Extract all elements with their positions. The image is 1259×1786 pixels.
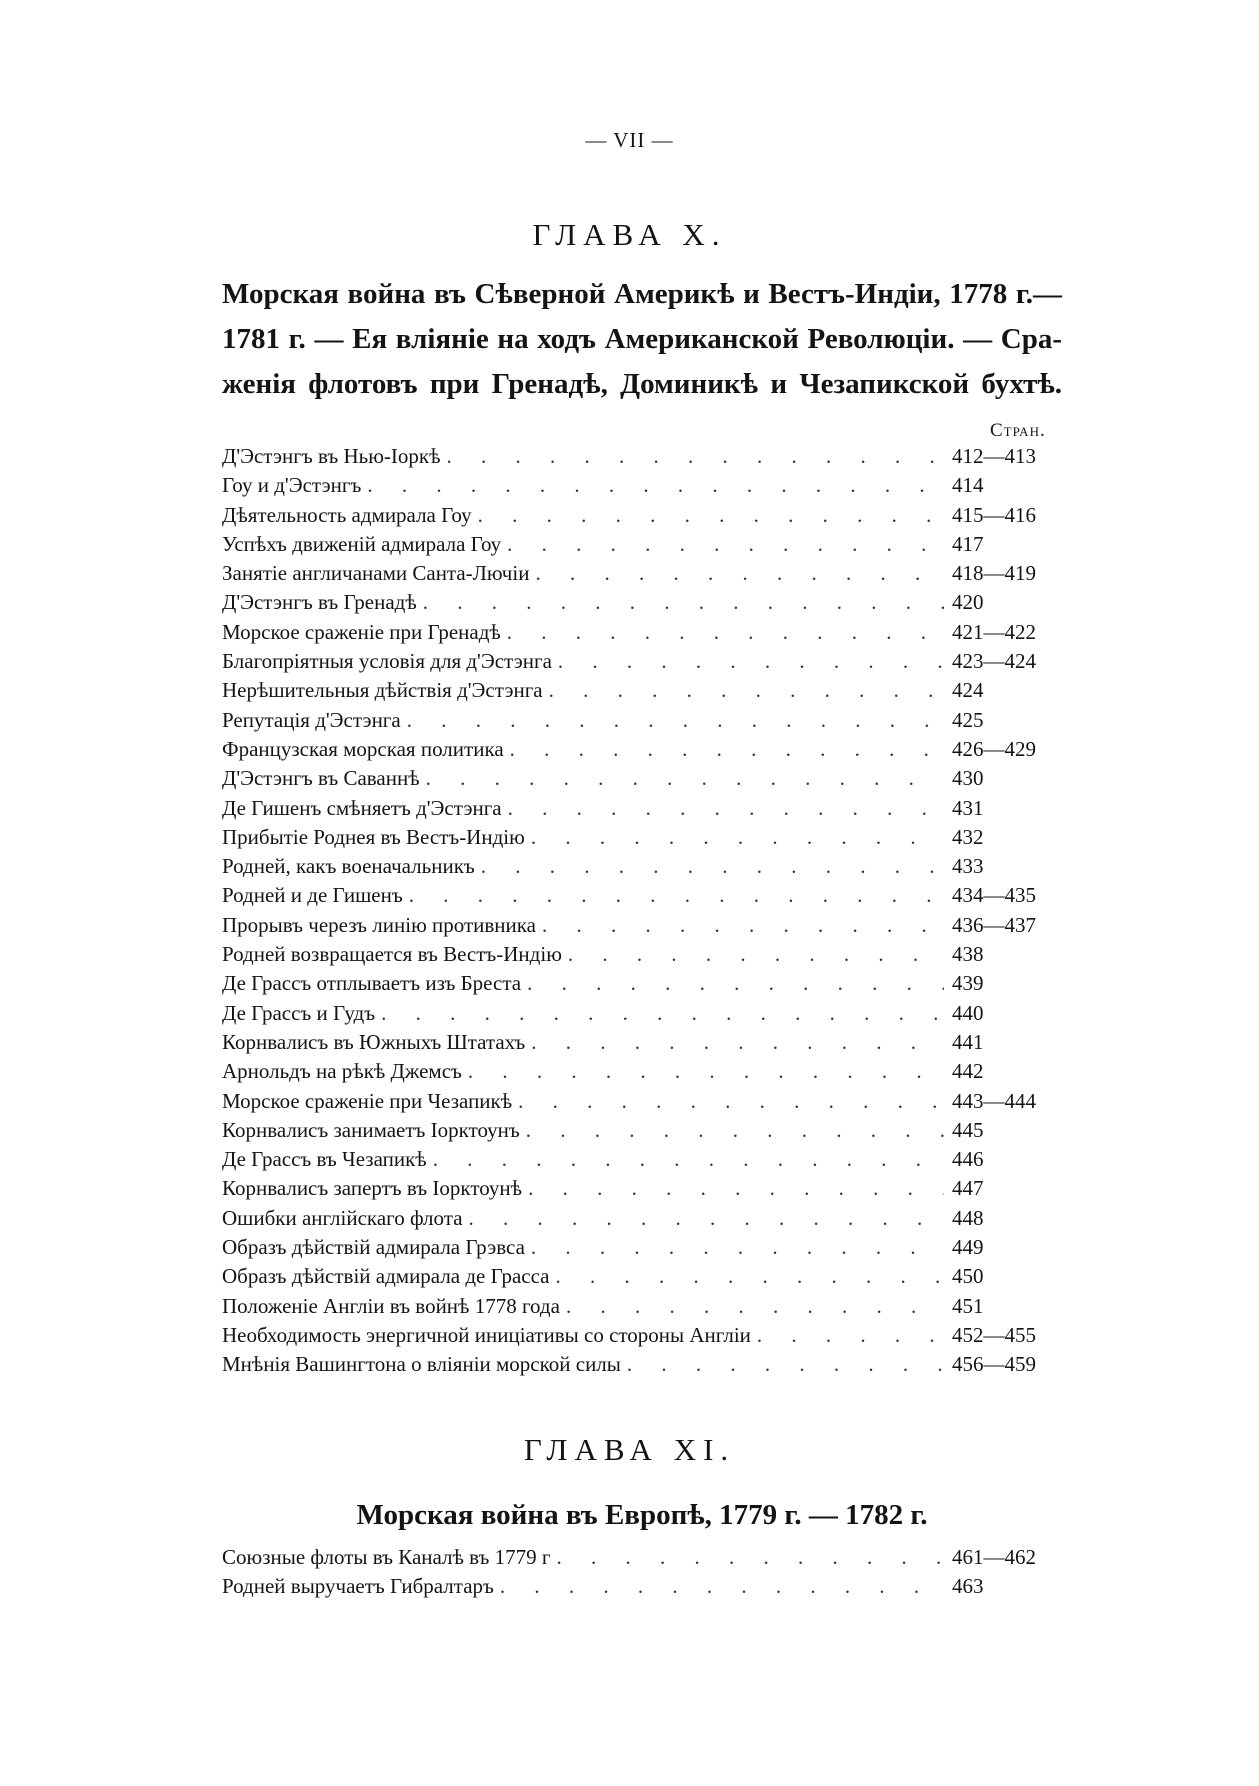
toc-entry-label: Корнвалисъ запертъ въ Іорктоунѣ	[222, 1176, 523, 1201]
toc-entry-page: 445	[952, 1117, 984, 1142]
toc-entry-page: 451	[952, 1293, 984, 1318]
dot-leader	[426, 766, 944, 791]
toc-entry	[222, 1206, 1062, 1235]
toc-entry-page: 452—455	[952, 1322, 1036, 1347]
toc-entry-label: Морское сраженіе при Чезапикѣ	[222, 1088, 513, 1113]
dot-leader	[526, 1118, 944, 1143]
toc-entry	[222, 708, 1062, 737]
toc-entry	[222, 649, 1062, 678]
toc-entry-label: Де Грассъ и Гудъ	[222, 1000, 376, 1025]
toc-entry-label: Дѣятельность адмирала Гоу	[222, 502, 472, 527]
dot-leader	[528, 1176, 944, 1201]
toc-entry-page: 420	[952, 590, 984, 615]
toc-entry-page: 418—419	[952, 561, 1036, 586]
toc-entry-page: 442	[952, 1059, 984, 1084]
dot-leader	[381, 1001, 944, 1026]
toc-entry-label: Необходимость энергичной иниціативы со стороны Англіи	[222, 1322, 751, 1347]
toc-entry	[222, 1264, 1062, 1293]
toc-entry-label: Ошибки англійскаго флота	[222, 1205, 463, 1230]
toc-entry-page: 447	[952, 1176, 984, 1201]
toc-entry-page: 456—459	[952, 1352, 1036, 1377]
toc-entry	[222, 532, 1062, 561]
toc-entry-label: Образъ дѣйствій адмирала Грэвса	[222, 1235, 525, 1260]
toc-entry-page: 424	[952, 678, 984, 703]
toc-entry	[222, 942, 1062, 971]
toc-entry	[222, 1323, 1062, 1352]
chapter-x-title-line: 1781 г. — Ея вліяніе на ходъ Американской Революціи. — Сра-	[222, 323, 1062, 355]
toc-entry-label: Успѣхъ движеній адмирала Гоу	[222, 531, 502, 556]
toc-entry-page: 421—422	[952, 619, 1036, 644]
chapter-x-title-line: Морская война въ Сѣверной Америкѣ и Вестъ-Индіи, 1778 г.—	[222, 278, 1062, 310]
chapter-x-title-line: женія флотовъ при Гренадѣ, Доминикѣ и Чезапикской бухтѣ.	[222, 368, 1062, 400]
toc-entry	[222, 1030, 1062, 1059]
dot-leader	[409, 883, 944, 908]
toc-entry	[222, 678, 1062, 707]
chapter-xi-title-line: Морская война въ Европѣ, 1779 г. — 1782 г.	[356, 1499, 928, 1531]
toc-entry-page: 440	[952, 1000, 984, 1025]
toc-entry-label: Корнвалисъ занимаетъ Іорктоунъ	[222, 1117, 520, 1142]
toc-entry-page: 412—413	[952, 444, 1036, 468]
dot-leader	[433, 1147, 944, 1172]
dot-leader	[531, 1030, 944, 1055]
toc-entry-label: Родней и де Гишенъ	[222, 883, 403, 908]
toc-entry	[222, 1545, 1062, 1574]
dot-leader	[549, 678, 944, 703]
dot-leader	[468, 1059, 944, 1084]
toc-entry	[222, 1059, 1062, 1088]
dot-leader	[500, 1574, 944, 1599]
toc-entry-page: 431	[952, 795, 984, 820]
toc-entry-label: Корнвалисъ въ Южныхъ Штатахъ	[222, 1029, 526, 1054]
toc-entry	[222, 444, 1062, 473]
dot-leader	[557, 1545, 944, 1570]
dot-leader	[510, 737, 944, 762]
toc-entry	[222, 1147, 1062, 1176]
dot-leader	[507, 620, 944, 645]
toc-entry-page: 463	[952, 1574, 984, 1599]
toc-entry-page: 441	[952, 1029, 984, 1054]
dot-leader	[478, 503, 944, 528]
chapter-xi-toc	[222, 1545, 1062, 1604]
dot-leader	[367, 473, 944, 498]
toc-entry	[222, 1235, 1062, 1264]
dot-leader	[469, 1206, 944, 1231]
dot-leader	[627, 1352, 944, 1377]
toc-entry	[222, 1352, 1062, 1381]
toc-entry	[222, 1574, 1062, 1603]
toc-entry-label: Морское сраженіе при Гренадѣ	[222, 619, 501, 644]
toc-entry	[222, 854, 1062, 883]
dot-leader	[558, 649, 944, 674]
chapter-x-title	[222, 272, 1062, 407]
toc-entry-page: 450	[952, 1264, 984, 1289]
dot-leader	[566, 1294, 944, 1319]
toc-entry-label: Образъ дѣйствій адмирала де Грасса	[222, 1264, 550, 1289]
toc-entry-page: 414	[952, 473, 984, 498]
toc-entry	[222, 766, 1062, 795]
dot-leader	[518, 1089, 944, 1114]
dot-leader	[423, 590, 944, 615]
toc-entry	[222, 590, 1062, 619]
toc-entry-page: 461—462	[952, 1545, 1036, 1569]
toc-entry-page: 433	[952, 854, 984, 879]
toc-entry-page: 448	[952, 1205, 984, 1230]
toc-entry	[222, 561, 1062, 590]
toc-entry	[222, 913, 1062, 942]
toc-entry-page: 438	[952, 942, 984, 967]
toc-entry	[222, 1089, 1062, 1118]
dot-leader	[535, 561, 944, 586]
toc-entry-label: Прибытіе Роднея въ Вестъ-Индію	[222, 824, 525, 849]
toc-entry	[222, 825, 1062, 854]
toc-entry-page: 423—424	[952, 649, 1036, 674]
toc-entry-page: 415—416	[952, 502, 1036, 527]
toc-entry-page: 426—429	[952, 736, 1036, 761]
page-column-header: Стран.	[990, 420, 1046, 441]
toc-entry-label: Де Грассъ отплываетъ изъ Бреста	[222, 971, 522, 996]
toc-entry-label: Французская морская политика	[222, 736, 504, 761]
toc-entry-page: 443—444	[952, 1088, 1036, 1113]
dot-leader	[531, 1235, 944, 1260]
toc-entry-label: Родней возвращается въ Вестъ-Индію	[222, 942, 562, 967]
toc-entry-label: Гоу и д'Эстэнгъ	[222, 473, 362, 498]
chapter-x-heading: ГЛАВА X.	[532, 217, 727, 252]
toc-entry-label: Д'Эстэнгъ въ Саваннѣ	[222, 766, 420, 791]
toc-entry-page: 434—435	[952, 883, 1036, 908]
toc-entry-label: Занятіе англичанами Санта-Лючіи	[222, 561, 530, 586]
page-number: — VII —	[585, 128, 674, 152]
toc-entry-label: Положеніе Англіи въ войнѣ 1778 года	[222, 1293, 560, 1318]
dot-leader	[508, 796, 944, 821]
toc-entry-label: Родней выручаетъ Гибралтаръ	[222, 1574, 494, 1599]
toc-entry	[222, 796, 1062, 825]
toc-entry-label: Прорывъ черезъ линію противника	[222, 912, 536, 937]
toc-entry-page: 417	[952, 531, 984, 556]
toc-entry	[222, 1176, 1062, 1205]
dot-leader	[481, 854, 944, 879]
toc-entry-page: 449	[952, 1235, 984, 1260]
dot-leader	[407, 708, 944, 733]
toc-entry-page: 439	[952, 971, 984, 996]
toc-entry	[222, 473, 1062, 502]
dot-leader	[555, 1264, 944, 1289]
toc-entry-page: 446	[952, 1147, 984, 1172]
toc-entry	[222, 1294, 1062, 1323]
toc-entry-label: Союзные флоты въ Каналѣ въ 1779 г	[222, 1545, 551, 1569]
toc-entry-label: Де Грассъ въ Чезапикѣ	[222, 1147, 427, 1172]
dot-leader	[507, 532, 944, 557]
toc-entry-label: Д'Эстэнгъ въ Гренадѣ	[222, 590, 417, 615]
dot-leader	[757, 1323, 944, 1348]
dot-leader	[542, 913, 944, 938]
toc-entry-label: Де Гишенъ смѣняетъ д'Эстэнга	[222, 795, 502, 820]
toc-entry-page: 430	[952, 766, 984, 791]
toc-entry-label: Д'Эстэнгъ въ Нью-Іоркѣ	[222, 444, 441, 468]
toc-entry	[222, 503, 1062, 532]
toc-entry-page: 425	[952, 707, 984, 732]
toc-entry	[222, 883, 1062, 912]
toc-entry-label: Мнѣнія Вашингтона о вліяніи морской силы	[222, 1352, 621, 1377]
toc-entry	[222, 1001, 1062, 1030]
chapter-xi-heading: ГЛАВА XI.	[523, 1432, 736, 1467]
dot-leader	[447, 444, 945, 469]
toc-entry-label: Арнольдъ на рѣкѣ Джемсъ	[222, 1059, 462, 1084]
chapter-xi-title	[222, 1493, 1062, 1538]
toc-entry-page: 436—437	[952, 912, 1036, 937]
toc-entry	[222, 1118, 1062, 1147]
toc-entry-label: Репутація д'Эстэнга	[222, 707, 401, 732]
toc-entry-label: Нерѣшительныя дѣйствія д'Эстэнга	[222, 678, 543, 703]
toc-entry-label: Родней, какъ военачальникъ	[222, 854, 475, 879]
toc-entry	[222, 620, 1062, 649]
dot-leader	[531, 825, 944, 850]
toc-entry-page: 432	[952, 824, 984, 849]
chapter-x-toc	[222, 444, 1062, 1382]
toc-entry-label: Благопріятныя условія для д'Эстэнга	[222, 649, 552, 674]
toc-entry	[222, 737, 1062, 766]
dot-leader	[527, 971, 944, 996]
dot-leader	[568, 942, 944, 967]
toc-entry	[222, 971, 1062, 1000]
